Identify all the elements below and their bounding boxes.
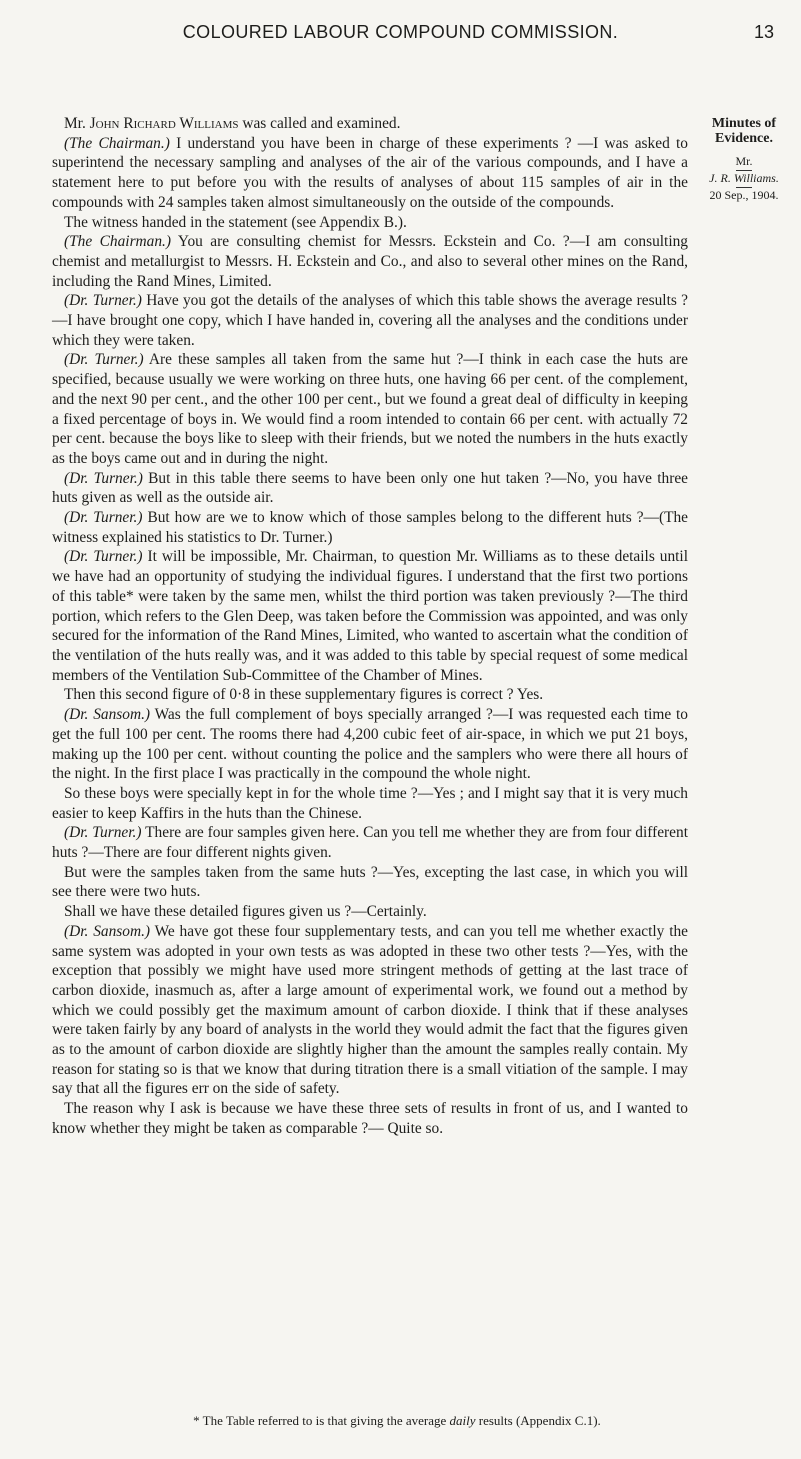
footnote — [52, 1413, 742, 1429]
speaker: (Dr. Turner.) — [64, 824, 142, 842]
paragraph-text: But were the samples taken from the same huts ?—Yes, excepting the last case, in which you will see there were two huts. — [52, 863, 688, 901]
speaker: (Dr. Sansom.) — [64, 706, 151, 724]
page-header — [0, 22, 801, 62]
paragraph-text: There are four samples given here. Can you tell me whether they are from four different huts ?—There are four different nights given. — [52, 824, 688, 862]
testimony-paragraph — [52, 350, 688, 468]
speaker: (Dr. Turner.) — [64, 469, 143, 487]
testimony-paragraph — [52, 213, 688, 233]
footnote-emphasis: daily — [449, 1413, 476, 1428]
footnote-text: * The Table referred to is that giving the average — [193, 1413, 450, 1428]
testimony — [52, 134, 688, 1139]
paragraph-text: Was the full complement of boys specially arranged ?—I was requested each time to get the full 100 per cent. The rooms there had 4,200 cubic feet of air-space, in which we put 21 boys, making up the 100 per cent. without counting the police and the samplers who were there all hours of the night. In the first place I was practically in the compound the whole night. — [52, 706, 688, 783]
testimony-paragraph — [52, 232, 688, 291]
page-number: 13 — [753, 22, 774, 42]
paragraph-text: So these boys were specially kept in for the whole time ?—Yes ; and I might say that it is very much easier to keep Kaffirs in the huts than the Chinese. — [52, 784, 688, 822]
footnote-text-end: results (Appendix C.1). — [475, 1413, 601, 1428]
speaker: (Dr. Turner.) — [64, 509, 143, 527]
witness-name: John Richard Williams — [89, 115, 239, 132]
testimony-paragraph — [52, 902, 688, 922]
speaker: (Dr. Sansom.) — [64, 922, 151, 940]
testimony-paragraph — [52, 823, 688, 862]
speaker: (Dr. Turner.) — [64, 351, 144, 369]
witness-intro — [52, 114, 688, 134]
paragraph-text: The reason why I ask is because we have these three sets of results in front of us, and I wanted to know whether they might be taken as comparable ?— Quite so. — [52, 1100, 688, 1137]
margin-witness-abbrev: Mr. — [735, 154, 753, 168]
paragraph-text: But in this table there seems to have been only one hut taken ?—No, you have three huts given as well as the outside air. — [52, 469, 688, 507]
paragraph-text: We have got these four supplementary tests, and can you tell me whether exactly the same system was adopted in your own tests as was adopted in these two other tests ?—Yes, with the exception that possibly we might have used more stringent methods of getting at the last trace of carbon dioxide, inasmuch as, after a large amount of experimental work, we found out a method by which we could possibly get the maximum amount of carbon dioxide. I think that if these analyses were taken fairly by any board of analysts in the world they would admit the fact that the figures given as to the amount of carbon dioxide are slightly higher than the amount the samples really contain. My reason for stating so is that we know that during titration there is a small vitiation of the sample. I may say that all the figures err on the side of safety. — [52, 922, 689, 1098]
paragraph-text: Then this second figure of 0·8 in these supplementary figures is correct ? Yes. — [64, 686, 544, 704]
testimony-paragraph — [52, 1099, 688, 1138]
speaker: (The Chairman.) — [64, 134, 170, 152]
paragraph-text: It will be impossible, Mr. Chairman, to question Mr. Williams as to these details until we have had an opportunity of studying the individual figures. I understand that the first two portions of this table* were taken by the same men, whilst the third portion was taken previously ?—The third portion, which refers to the Glen Deep, was taken before the Commission was appointed, and was only secured for the information of the Rand Mines, Limited, who wanted to ascertain what the condition of the ventilation of the huts really was, and it was added to this table by special request of some medical members of the Ventilation Sub-Committee of the Chamber of Mines. — [52, 548, 688, 684]
testimony-paragraph — [52, 705, 688, 784]
margin-witness-name: J. R. Williams. — [709, 171, 779, 185]
paragraph-text: Shall we have these detailed figures given us ?—Certainly. — [64, 903, 427, 921]
paragraph-text: The witness handed in the statement (see Appendix B.). — [64, 213, 407, 231]
testimony-paragraph — [52, 134, 688, 213]
intro-suffix: was called and examined. — [238, 115, 401, 132]
paragraph-text: I understand you have been in charge of these experiments ? —I was asked to superintend the necessary sampling and analyses of the air of the various compounds, and I have a statement here to put before you with the results of analyses of about 115 samples of air in the compounds with 24 samples taken almost simultaneously on the outside of the compounds. — [52, 134, 688, 211]
margin-heading: Minutes of Evidence. — [711, 116, 777, 146]
margin-note — [694, 116, 794, 202]
running-title: COLOURED LABOUR COMPOUND COMMISSION. — [182, 22, 619, 42]
testimony-paragraph — [52, 508, 688, 547]
margin-date: 20 Sep., 1904. — [709, 188, 779, 202]
testimony-paragraph — [52, 863, 688, 902]
paragraph-text: You are consulting chemist for Messrs. Eckstein and Co. ?—I am consulting chemist and metallurgist to Messrs. H. Eckstein and Co., and also to several other mines on the Rand, including the Rand Mines, Limited. — [52, 233, 688, 290]
paragraph-text: Are these samples all taken from the same hut ?—I think in each case the huts are specified, because usually we were working on three huts, one having 66 per cent. of the complement, and the next 90 per cent., and the other 100 per cent., but we found a great deal of difficulty in keeping a fixed percentage of boys in. We would find a room intended to contain 66 per cent. with actually 72 per cent. because the boys like to sleep with their friends, but we noted the numbers in the huts exactly as the boys came out and in during the night. — [52, 351, 688, 467]
paragraph-text: But how are we to know which of those samples belong to the different huts ?—(The witness explained his statistics to Dr. Turner.) — [52, 509, 688, 546]
intro-prefix: Mr. — [64, 115, 86, 132]
paragraph-text: Have you got the details of the analyses of which this table shows the average results ?—I have brought one copy, which I have handed in, covering all the analyses and the conditions under which they were taken. — [52, 292, 688, 349]
speaker: (The Chairman.) — [64, 233, 172, 251]
speaker: (Dr. Turner.) — [64, 292, 142, 310]
testimony-paragraph — [52, 547, 688, 685]
testimony-paragraph — [52, 922, 688, 1099]
minutes-text — [52, 114, 688, 1139]
testimony-paragraph — [52, 784, 688, 823]
testimony-paragraph — [52, 469, 688, 508]
testimony-paragraph — [52, 685, 688, 705]
speaker: (Dr. Turner.) — [64, 548, 143, 566]
testimony-paragraph — [52, 291, 688, 350]
